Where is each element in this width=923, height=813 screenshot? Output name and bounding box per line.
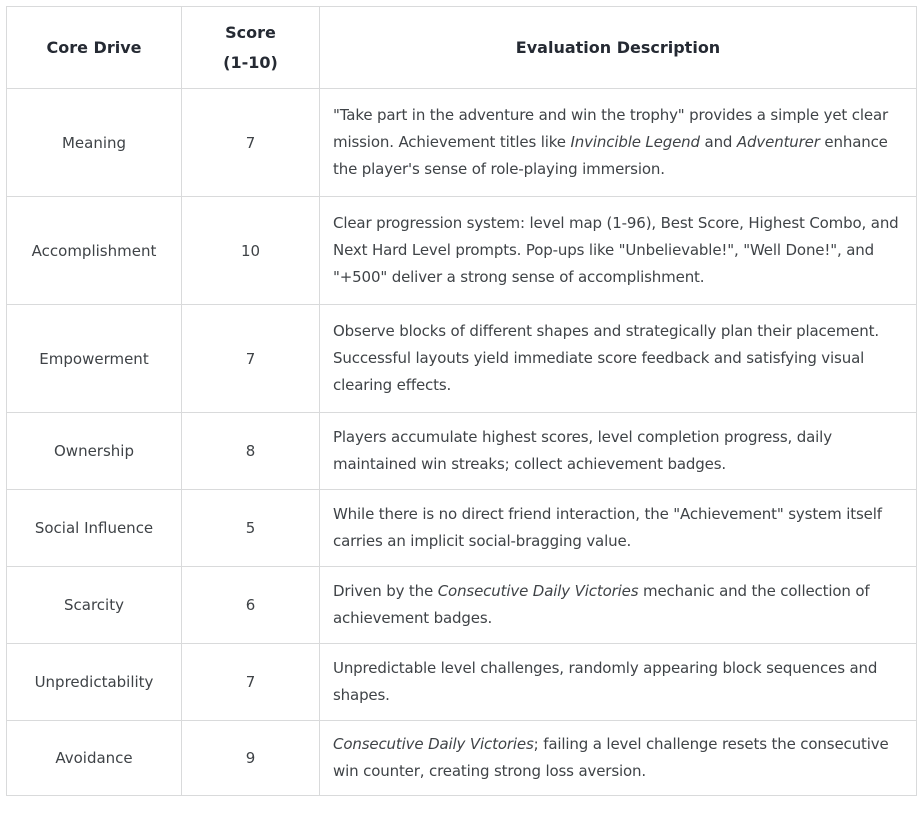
header-core-drive: Core Drive xyxy=(7,7,182,89)
score-cell: 10 xyxy=(182,197,320,305)
core-drive-cell: Unpredictability xyxy=(7,644,182,721)
table-row xyxy=(7,197,917,305)
core-drive-cell: Empowerment xyxy=(7,305,182,413)
core-drive-cell: Meaning xyxy=(7,89,182,197)
description-cell: Unpredictable level challenges, randomly appearing block sequences and shapes. xyxy=(320,644,917,721)
core-drive-cell: Accomplishment xyxy=(7,197,182,305)
header-score-line2: (1-10) xyxy=(223,52,278,72)
description-cell: Players accumulate highest scores, level completion progress, daily maintained win streaks; collect achievement badges. xyxy=(320,413,917,490)
header-row xyxy=(7,7,917,89)
description-cell: Observe blocks of different shapes and strategically plan their placement. Successful layouts yield immediate score feedback and satisfying visual clearing effects. xyxy=(320,305,917,413)
core-drive-cell: Social Influence xyxy=(7,490,182,567)
score-cell: 8 xyxy=(182,413,320,490)
table-row xyxy=(7,644,917,721)
score-cell: 7 xyxy=(182,644,320,721)
core-drive-cell: Ownership xyxy=(7,413,182,490)
table-row xyxy=(7,305,917,413)
description-cell: While there is no direct friend interaction, the "Achievement" system itself carries an implicit social-bragging value. xyxy=(320,490,917,567)
table-body xyxy=(7,89,917,796)
table-row xyxy=(7,721,917,796)
header-score xyxy=(182,7,320,89)
table-row xyxy=(7,490,917,567)
description-cell: Consecutive Daily Victories; failing a level challenge resets the consecutive win counter, creating strong loss aversion. xyxy=(320,721,917,796)
core-drive-evaluation-table xyxy=(6,6,917,796)
description-cell: Driven by the Consecutive Daily Victories mechanic and the collection of achievement badges. xyxy=(320,567,917,644)
table-row xyxy=(7,567,917,644)
score-cell: 7 xyxy=(182,89,320,197)
core-drive-cell: Avoidance xyxy=(7,721,182,796)
core-drive-cell: Scarcity xyxy=(7,567,182,644)
header-evaluation-description: Evaluation Description xyxy=(320,7,917,89)
score-cell: 7 xyxy=(182,305,320,413)
header-score-line1: Score xyxy=(225,22,276,42)
score-cell: 5 xyxy=(182,490,320,567)
description-cell: "Take part in the adventure and win the trophy" provides a simple yet clear mission. Achievement titles like Invincible Legend and Adventurer enhance the player's sense of role-playing immersion. xyxy=(320,89,917,197)
score-cell: 6 xyxy=(182,567,320,644)
table-row xyxy=(7,413,917,490)
description-cell: Clear progression system: level map (1-96), Best Score, Highest Combo, and Next Hard Level prompts. Pop-ups like "Unbelievable!", "Well Done!", and "+500" deliver a strong sense of accomplishment. xyxy=(320,197,917,305)
table-row xyxy=(7,89,917,197)
score-cell: 9 xyxy=(182,721,320,796)
